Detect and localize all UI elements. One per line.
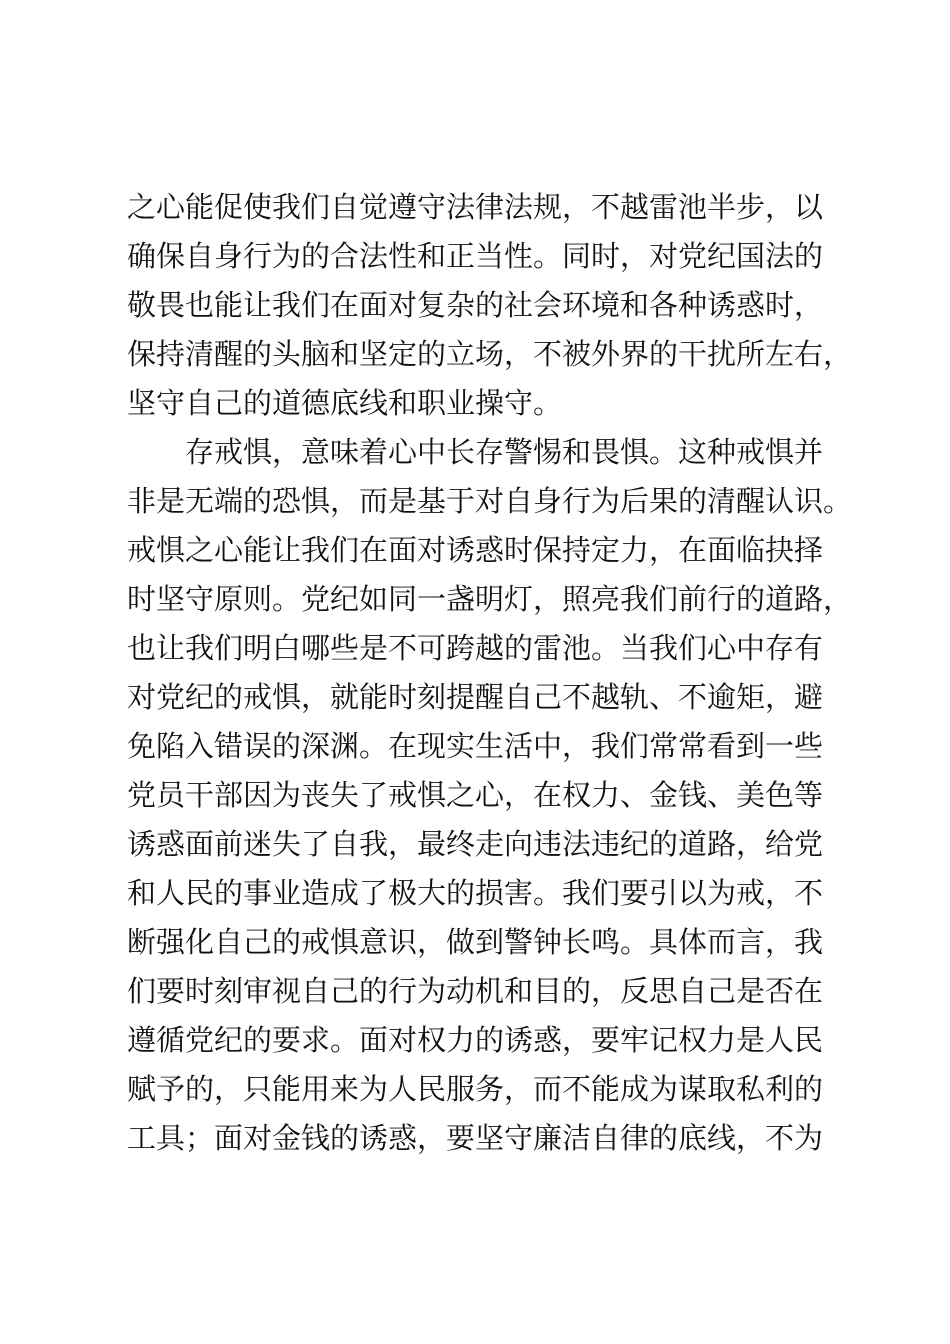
text-line: 敬畏也能让我们在面对复杂的社会环境和各种诱惑时， bbox=[127, 288, 824, 322]
text-line: 诱惑面前迷失了自我，最终走向违法违纪的道路，给党 bbox=[127, 827, 824, 861]
text-line: 党员干部因为丧失了戒惧之心，在权力、金钱、美色等 bbox=[127, 778, 824, 812]
text-line: 之心能促使我们自觉遵守法律法规，不越雷池半步，以 bbox=[127, 190, 824, 224]
text-line: 非是无端的恐惧，而是基于对自身行为后果的清醒认识。 bbox=[127, 484, 853, 518]
text-line: 断强化自己的戒惧意识，做到警钟长鸣。具体而言，我 bbox=[127, 925, 824, 959]
text-line: 坚守自己的道德底线和职业操守。 bbox=[127, 386, 563, 420]
text-line: 戒惧之心能让我们在面对诱惑时保持定力，在面临抉择 bbox=[127, 533, 824, 567]
text-line: 和人民的事业造成了极大的损害。我们要引以为戒，不 bbox=[127, 876, 824, 910]
text-line: 赋予的，只能用来为人民服务，而不能成为谋取私利的 bbox=[127, 1072, 824, 1106]
text-line: 时坚守原则。党纪如同一盏明灯，照亮我们前行的道路， bbox=[127, 582, 853, 616]
text-line: 保持清醒的头脑和坚定的立场，不被外界的干扰所左右， bbox=[127, 337, 853, 371]
text-line: 们要时刻审视自己的行为动机和目的，反思自己是否在 bbox=[127, 974, 824, 1008]
text-line: 也让我们明白哪些是不可跨越的雷池。当我们心中存有 bbox=[127, 631, 824, 665]
text-line: 确保自身行为的合法性和正当性。同时，对党纪国法的 bbox=[127, 239, 824, 273]
body-text bbox=[127, 183, 853, 1163]
text-line: 对党纪的戒惧，就能时刻提醒自己不越轨、不逾矩，避 bbox=[127, 680, 824, 714]
text-line: 遵循党纪的要求。面对权力的诱惑，要牢记权力是人民 bbox=[127, 1023, 824, 1057]
paragraph-start-line: 存戒惧，意味着心中长存警惕和畏惧。这种戒惧并 bbox=[185, 435, 824, 469]
text-line: 工具；面对金钱的诱惑，要坚守廉洁自律的底线，不为 bbox=[127, 1121, 824, 1155]
text-line: 免陷入错误的深渊。在现实生活中，我们常常看到一些 bbox=[127, 729, 824, 763]
